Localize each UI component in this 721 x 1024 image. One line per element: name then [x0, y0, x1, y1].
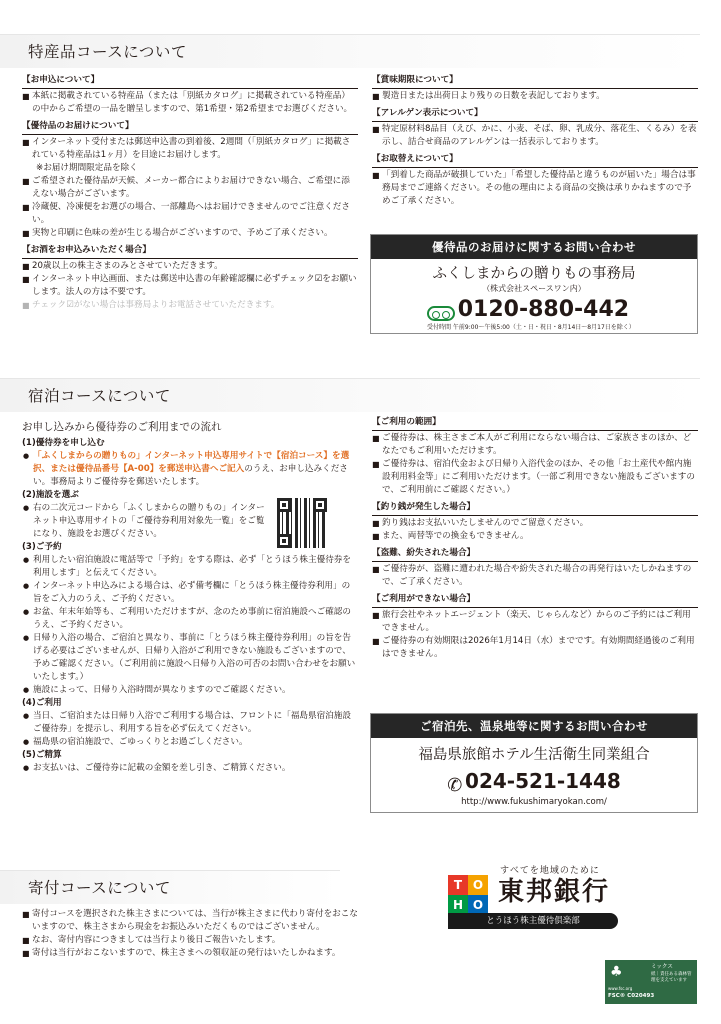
tree-icon: ♣ — [610, 964, 623, 980]
paragraph: ■ 冷蔵便、冷凍便をお選びの場合、一部離島へはお届けできませんのでご注意ください。 — [22, 201, 358, 227]
step-title: (4)ご利用 — [22, 698, 62, 708]
contact-bar: ご宿泊先、温泉地等に関するお問い合わせ — [371, 714, 697, 738]
contact-org: 福島県旅館ホテル生活衛生同業組合 — [418, 747, 650, 763]
note: ※お届け期間限定品を除く — [36, 163, 138, 173]
paragraph: ■ インターネット申込画面、または郵送申込書の年齢確認欄に必ずチェック☑をお願いします。法人の方は不要です。 — [22, 273, 358, 299]
contact-corp: （株式会社スペースワン内） — [482, 284, 586, 293]
paragraph: ■ ご優待券は、宿泊代金および日帰り入浴代金のほか、その他「お土産代や館内施設利用料金等」にご利用いただけます。（一部ご利用できない施設もございますので、ご利用前にご確認ください。） — [372, 458, 698, 497]
paragraph: ■ 製造日または出荷日より残りの日数を表記しております。 — [372, 90, 698, 103]
logo-tagline: すべてを地域のために — [500, 866, 600, 876]
paragraph: ■ 実物と印刷に色味の差が生じる場合がございますので、予めご了承ください。 — [22, 227, 358, 240]
step-title: (3)ご予約 — [22, 542, 62, 552]
heading: 【ご利用ができない場合】 — [372, 593, 698, 608]
fsc-code: FSC® C020493 — [608, 993, 655, 999]
lead: お申し込みから優待券のご利用までの流れ — [22, 421, 222, 433]
step-text: ● 施設によって、日帰り入浴時間が異なりますのでご確認ください。 — [22, 684, 358, 697]
logo-mark — [448, 875, 488, 915]
step-text: ● 当日、ご宿泊または日帰り入浴でご利用する場合は、フロントに「福島県宿泊施設ご優待券」を提示し、利用する旨を必ず伝えてください。 — [22, 710, 358, 736]
fsc-web: www.fsc.org — [608, 986, 633, 991]
toho-bank-logo — [448, 866, 694, 931]
contact-phone[interactable]: 024-521-1448 — [465, 769, 621, 793]
paragraph: ■ 釣り銭はお支払いいたしませんのでご留意ください。 — [372, 517, 698, 530]
fsc-desc: 紙｜責任ある森林管理を支えています — [651, 972, 692, 983]
donation-column — [22, 908, 358, 960]
step-text: ● 日帰り入浴の場合、ご宿泊と異なり、事前に「とうほう株主優待券利用」の旨を告げる必要はございませんが、日帰り入浴がご利用できない施設もございますので、予めご確認ください。（ご利用前に施設へ日帰り入浴の可否のお問い合わせをお願いいたします。） — [22, 632, 358, 684]
logo-bank-name: 東邦銀行 — [498, 877, 611, 907]
fsc-mix: ミックス — [651, 964, 673, 970]
paragraph: ■ 寄付コースを選択された株主さまについては、当行が株主さまに代わり寄付をおこないますので、株主さまから現金をお振込みいただくものではございません。 — [22, 908, 358, 934]
phone-icon: ✆ — [447, 775, 463, 796]
step-text: ● 福島県の宿泊施設で、ごゆっくりとお過ごしください。 — [22, 736, 358, 749]
heading: 【ご利用の範囲】 — [372, 416, 698, 431]
heading: 【アレルゲン表示について】 — [372, 107, 698, 122]
heading: 【賞味期限について】 — [372, 74, 698, 89]
paragraph: ■ ご優待券は、株主さまご本人がご利用にならない場合は、ご家族さまのほか、どなたでもご利用いただけます。 — [372, 432, 698, 458]
logo-club: とうほう株主優待倶楽部 — [448, 913, 618, 929]
logo-cube: H — [448, 895, 468, 915]
heading: 【優待品のお届けについて】 — [22, 120, 358, 135]
paragraph: ■ ご優待券の有効期限は2026年1月14日（水）までです。有効期間経過後のご利用はできません。 — [372, 635, 698, 661]
contact-hours: 受付時間 午前9:00〜午後5:00（土・日・祝日・8月14日〜8月17日を除く） — [427, 324, 635, 331]
contact-phone[interactable]: 0120-880-442 — [457, 297, 630, 322]
section-header-donation — [0, 870, 340, 904]
paragraph: ■ 20歳以上の株主さまのみとさせていただきます。 — [22, 260, 358, 273]
paragraph: ■ 「到着した商品が破損していた」「希望した優待品と違うものが届いた」場合は事務局までご連絡ください。その他の理由による商品の交換は承りかねますので予めご了承ください。 — [372, 169, 698, 208]
step-title: (5)ご精算 — [22, 750, 62, 760]
fsc-mark — [605, 960, 697, 1004]
paragraph: ■ なお、寄付内容につきましては当行より後日ご報告いたします。 — [22, 934, 358, 947]
section-header-specialty — [0, 34, 700, 68]
section-title: 特産品コースについて — [28, 43, 187, 61]
freedial-icon — [427, 306, 455, 321]
paragraph: ■ 本紙に掲載されている特産品（または「別紙カタログ」に掲載されている特産品）の中からご希望の一品を贈呈しますので、第1希望・第2希望までお選びください。 — [22, 90, 358, 116]
section-header-lodging — [0, 378, 700, 412]
contact-box-delivery — [370, 234, 698, 334]
logo-cube: O — [468, 875, 488, 895]
section-title: 宿泊コースについて — [28, 387, 171, 405]
step-text: ● 利用したい宿泊施設に電話等で「予約」をする際は、必ず「とうほう株主優待券を利用します」と伝えてください。 — [22, 554, 358, 580]
paragraph: ■ ご希望された優待品が天候、メーカー都合によりお届けできない場合、ご希望に添えない場合がございます。 — [22, 175, 358, 201]
paragraph: ■ 特定原材料8品目（えび、かに、小麦、そば、卵、乳成分、落花生、くるみ）を表示し、詰合せ商品のアレルゲンは一括表示しております。 — [372, 123, 698, 149]
contact-bar: 優待品のお届けに関するお問い合わせ — [371, 235, 697, 259]
logo-cube: T — [448, 875, 468, 895]
section-title: 寄付コースについて — [28, 879, 171, 897]
qr-code[interactable] — [277, 498, 327, 548]
contact-url[interactable]: http://www.fukushimaryokan.com/ — [461, 797, 607, 807]
paragraph: ■ チェック☑がない場合は事務局よりお電話させていただきます。 — [22, 299, 358, 312]
paragraph: ■ また、両替等での換金もできません。 — [372, 530, 698, 543]
step-text: ● インターネット申込みによる場合は、必ず備考欄に「とうほう株主優待券利用」の旨をご入力のうえ、ご予約ください。 — [22, 580, 358, 606]
paragraph: ■ インターネット受付または郵送申込書の到着後、2週間（「別紙カタログ」に掲載されている特産品は1ヶ月）を目途にお届けします。 — [22, 136, 358, 162]
step-title: (1)優待券を申し込む — [22, 438, 105, 448]
paragraph: ■ ご優待券が、盗難に遭われた場合や紛失された場合の再発行はいたしかねますので、ご了承ください。 — [372, 563, 698, 589]
step-text: ● お支払いは、ご優待券に記載の金額を差し引き、ご精算ください。 — [22, 762, 358, 775]
lodging-left-column — [22, 420, 358, 775]
heading: 【釣り銭が発生した場合】 — [372, 501, 698, 516]
step-text: ● 「ふくしまからの贈りもの」インターネット申込専用サイトで【宿泊コース】を選択、または優待品番号【A-00】を郵送申込書へご記入のうえ、お申し込みください。事務局よりご優待券を郵送いたします。 — [22, 450, 358, 489]
heading: 【お酒をお申込みいただく場合】 — [22, 244, 358, 259]
lodging-right-column — [372, 416, 698, 661]
specialty-right-column — [372, 74, 698, 208]
step-text: ● 右の二次元コードから「ふくしまからの贈りもの」インターネット申込専用サイトの「ご優待券利用対象先一覧」をご覧になり、施設をお選びください。 — [22, 502, 266, 541]
heading: 【盗難、紛失された場合】 — [372, 547, 698, 562]
contact-box-lodging — [370, 713, 698, 813]
logo-cube: O — [468, 895, 488, 915]
paragraph: ■ 旅行会社やネットエージェント（楽天、じゃらんなど）からのご予約にはご利用できません。 — [372, 609, 698, 635]
step-text: ● お盆、年末年始等も、ご利用いただけますが、念のため事前に宿泊施設へご確認のうえ、ご予約ください。 — [22, 606, 358, 632]
contact-org: ふくしまからの贈りもの事務局 — [432, 266, 636, 282]
step-title: (2)施設を選ぶ — [22, 490, 79, 500]
heading: 【お申込について】 — [22, 74, 358, 89]
paragraph: ■ 寄付は当行がおこないますので、株主さまへの領収証の発行はいたしかねます。 — [22, 947, 358, 960]
specialty-left-column — [22, 74, 358, 312]
heading: 【お取替えについて】 — [372, 153, 698, 168]
